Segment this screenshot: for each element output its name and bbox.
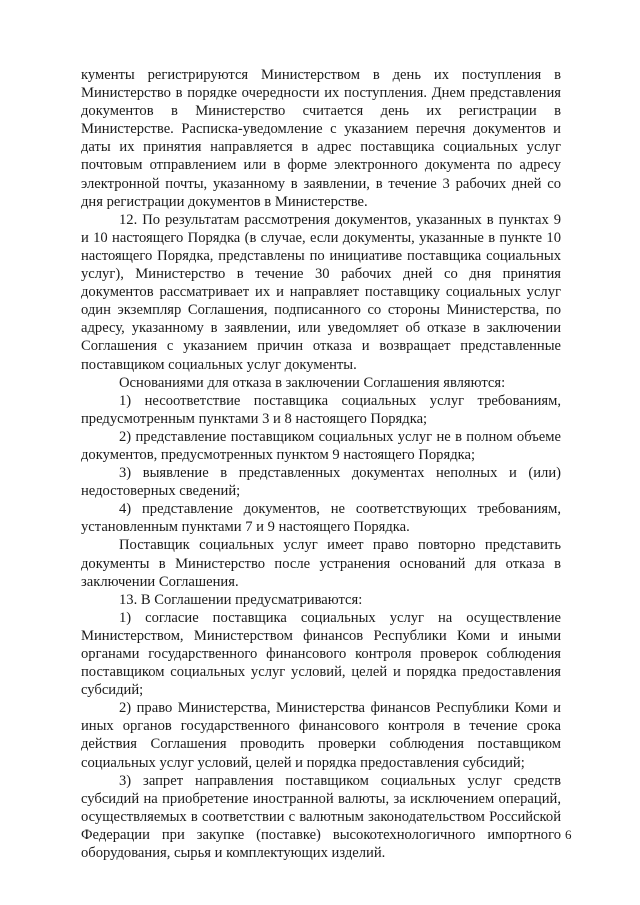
page-number: 6 — [565, 827, 572, 842]
paragraph-resubmit: Поставщик социальных услуг имеет право повторно представить документы в Министерство после устранения оснований для отказа в заключении Соглашения. — [81, 537, 561, 590]
paragraph-ground-4: 4) представление документов, не соответствующих требованиям, установленным пунктами 7 и 9 настоящего Порядка. — [81, 501, 561, 536]
paragraph-ground-3: 3) выявление в представленных документах неполных и (или) недостоверных сведений; — [81, 465, 561, 500]
paragraph-item-12: 12. По результатам рассмотрения документов, указанных в пунктах 9 и 10 настоящего Порядка (в случае, если документы, указанные в пункте 10 настоящего Порядка, представлены по инициативе поставщика социальных услуг), Министерство в течение 30 рабочих дней со дня принятия документов рассматривает их и направляет поставщику социальных услуг один экземпляр Соглашения, подписанного со стороны Министерства, по адресу, указанному в заявлении, или уведомляет об отказе в заключении Соглашения с указанием причин отказа и возвращает представленные поставщиком социальных услуг документы. — [81, 211, 561, 373]
paragraph-provision-3: 3) запрет направления поставщиком социальных услуг средств субсидий на приобретение иностранной валюты, за исключением операций, осуществляемых в соответствии с валютным законодательством Российской Федерации при закупке (поставке) высокотехнологичного импортного оборудования, сырья и комплектующих изделий. — [81, 772, 561, 862]
paragraph-ground-1: 1) несоответствие поставщика социальных услуг требованиям, предусмотренным пунктами 3 и 8 настоящего Порядка; — [81, 392, 561, 427]
paragraph-provision-1: 1) согласие поставщика социальных услуг на осуществление Министерством, Министерством финансов Республики Коми и иными органами государственного финансового контроля проверок соблюдения поставщиком социальных услуг условий, целей и порядка предоставления субсидий; — [81, 609, 561, 699]
paragraph-item-13: 13. В Соглашении предусматриваются: — [119, 591, 363, 608]
document-body — [81, 66, 561, 862]
paragraph-continuation: кументы регистрируются Министерством в день их поступления в Министерство в порядке очередности их поступления. Днем представления документов в Министерство считается день их регистрации в Министерстве. Расписка-уведомление с указанием перечня документов и даты их принятия направляется в адрес поставщика социальных услуг почтовым отправлением или в форме электронного документа по адресу электронной почты, указанному в заявлении, в течение 3 рабочих дней со дня регистрации документов в Министерстве. — [81, 67, 561, 210]
paragraph-provision-2: 2) право Министерства, Министерства финансов Республики Коми и иных органов государственного финансового контроля в течение срока действия Соглашения проводить проверки соблюдения поставщиком социальных услуг условий, целей и порядка предоставления субсидий; — [81, 700, 561, 771]
paragraph-ground-2: 2) представление поставщиком социальных услуг не в полном объеме документов, предусмотренных пунктом 9 настоящего Порядка; — [81, 428, 561, 463]
paragraph-refusal-grounds: Основаниями для отказа в заключении Соглашения являются: — [119, 374, 506, 391]
